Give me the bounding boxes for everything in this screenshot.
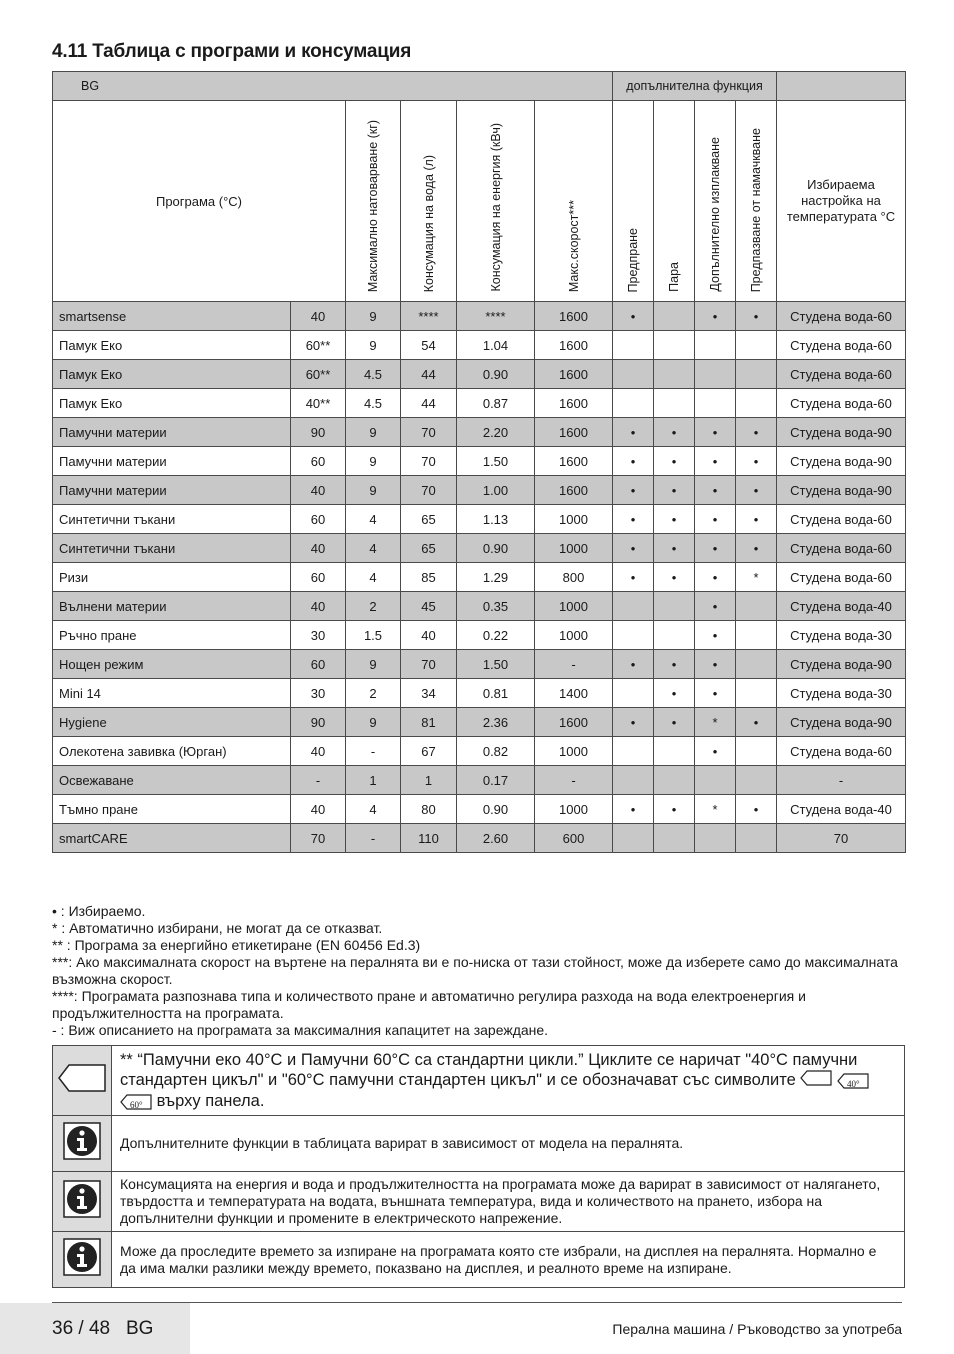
table-row <box>53 447 906 476</box>
steam-cell: • <box>654 563 695 592</box>
range-cell: Студена вода-60 <box>777 737 906 766</box>
energy-cell: 0.90 <box>457 360 535 389</box>
energy-cell: 2.20 <box>457 418 535 447</box>
water-cell: 110 <box>401 824 457 853</box>
rinse-cell <box>695 389 736 418</box>
presoak-cell <box>736 679 777 708</box>
temp-range-header: Избираема настройка на температурата °C <box>777 101 906 302</box>
steam-cell <box>654 592 695 621</box>
temp-cell: 60** <box>291 360 346 389</box>
range-cell: - <box>777 766 906 795</box>
steam-cell: • <box>654 476 695 505</box>
program-name-cell: Mini 14 <box>53 679 291 708</box>
range-cell: Студена вода-90 <box>777 708 906 737</box>
program-name-cell: Памук Еко <box>53 360 291 389</box>
speed-cell: 1000 <box>535 795 613 824</box>
program-name-cell: Нощен режим <box>53 650 291 679</box>
table-row <box>53 766 906 795</box>
load-cell: 2 <box>346 592 401 621</box>
table-header-row-1 <box>53 72 906 101</box>
eco-60-symbol-icon <box>120 1094 152 1110</box>
range-cell: Студена вода-60 <box>777 563 906 592</box>
presoak-cell: • <box>736 708 777 737</box>
prewash-cell <box>613 766 654 795</box>
temp-cell: 30 <box>291 679 346 708</box>
energy-cell: 0.82 <box>457 737 535 766</box>
footnote-6: - : Виж описанието на програмата за максималния капацитет на зареждане. <box>52 1022 549 1038</box>
range-cell: Студена вода-60 <box>777 302 906 331</box>
steam-cell: • <box>654 534 695 563</box>
water-cell: 70 <box>401 418 457 447</box>
presoak-cell: * <box>736 563 777 592</box>
temp-cell: 40 <box>291 737 346 766</box>
program-name-cell: Памучни материи <box>53 447 291 476</box>
program-name-cell: Памучни материи <box>53 476 291 505</box>
prewash-cell: • <box>613 650 654 679</box>
speed-cell: 1000 <box>535 621 613 650</box>
range-cell: Студена вода-60 <box>777 389 906 418</box>
steam-cell: • <box>654 708 695 737</box>
steam-cell <box>654 302 695 331</box>
prewash-cell <box>613 389 654 418</box>
prewash-cell <box>613 360 654 389</box>
water-cell: **** <box>401 302 457 331</box>
rinse-cell: • <box>695 592 736 621</box>
prewash-cell: • <box>613 795 654 824</box>
table-row <box>53 795 906 824</box>
temp-cell: 70 <box>291 824 346 853</box>
temp-cell: 40 <box>291 534 346 563</box>
speed-cell: 1600 <box>535 476 613 505</box>
steam-cell <box>654 331 695 360</box>
presoak-cell <box>736 737 777 766</box>
speed-cell: - <box>535 766 613 795</box>
table-row <box>53 331 906 360</box>
table-row <box>53 505 906 534</box>
table-row <box>53 708 906 737</box>
load-cell: 9 <box>346 650 401 679</box>
rinse-cell: • <box>695 563 736 592</box>
temp-cell: 60 <box>291 563 346 592</box>
prewash-cell: • <box>613 563 654 592</box>
table-row <box>53 592 906 621</box>
footnote-3: ** : Програма за енергийно етикетиране (EN 60456 Ed.3) <box>52 937 421 953</box>
prewash-cell: • <box>613 476 654 505</box>
load-cell: 1 <box>346 766 401 795</box>
water-cell: 54 <box>401 331 457 360</box>
temp-cell: 60** <box>291 331 346 360</box>
temp-cell: 40 <box>291 592 346 621</box>
program-name-cell: Вълнени материи <box>53 592 291 621</box>
note-info-1 <box>53 1116 905 1172</box>
temp-cell: 40** <box>291 389 346 418</box>
energy-cell: 1.13 <box>457 505 535 534</box>
range-cell: Студена вода-90 <box>777 650 906 679</box>
prewash-cell <box>613 737 654 766</box>
table-row <box>53 679 906 708</box>
speed-cell: 1000 <box>535 737 613 766</box>
prewash-cell: • <box>613 418 654 447</box>
rinse-cell <box>695 824 736 853</box>
energy-cell: 0.22 <box>457 621 535 650</box>
speed-cell: - <box>535 650 613 679</box>
footnotes <box>52 903 912 1039</box>
table-row <box>53 534 906 563</box>
eco-cycle-icon <box>53 1046 112 1116</box>
program-name-cell: smartCARE <box>53 824 291 853</box>
prewash-cell <box>613 824 654 853</box>
rinse-cell: • <box>695 418 736 447</box>
load-cell: 9 <box>346 418 401 447</box>
load-cell: - <box>346 824 401 853</box>
steam-cell: • <box>654 679 695 708</box>
range-cell: Студена вода-30 <box>777 679 906 708</box>
program-name-cell: Памук Еко <box>53 389 291 418</box>
extra-rinse-header: Допълнително изплакване <box>695 101 736 302</box>
load-cell: 4 <box>346 795 401 824</box>
info-icon <box>53 1116 112 1172</box>
prewash-header: Предпране <box>613 101 654 302</box>
presoak-cell: • <box>736 505 777 534</box>
presoak-cell: • <box>736 476 777 505</box>
note-info-2 <box>53 1172 905 1232</box>
table-row <box>53 563 906 592</box>
presoak-cell: • <box>736 534 777 563</box>
steam-cell: • <box>654 505 695 534</box>
range-cell: Студена вода-40 <box>777 795 906 824</box>
steam-cell <box>654 824 695 853</box>
water-cell: 40 <box>401 621 457 650</box>
energy-cell: 0.81 <box>457 679 535 708</box>
prewash-cell <box>613 331 654 360</box>
speed-cell: 1000 <box>535 534 613 563</box>
energy-cell: 1.00 <box>457 476 535 505</box>
temp-cell: 90 <box>291 418 346 447</box>
load-cell: - <box>346 737 401 766</box>
table-row <box>53 621 906 650</box>
speed-cell: 1600 <box>535 360 613 389</box>
load-cell: 9 <box>346 302 401 331</box>
energy-cell: 1.50 <box>457 447 535 476</box>
water-cell: 1 <box>401 766 457 795</box>
presoak-cell <box>736 389 777 418</box>
rinse-cell: * <box>695 708 736 737</box>
temp-cell: 90 <box>291 708 346 737</box>
rinse-cell: • <box>695 534 736 563</box>
speed-cell: 1400 <box>535 679 613 708</box>
energy-cell: 0.35 <box>457 592 535 621</box>
speed-cell: 600 <box>535 824 613 853</box>
prewash-cell: • <box>613 447 654 476</box>
footnote-4: ***: Ако максималната скорост на въртене на пералнята ви е по-ниска от тази стойност, може да изберете само до максималната възможна скорост. <box>52 954 898 987</box>
notes-table <box>52 1045 905 1288</box>
footer-document-title: Перална машина / Ръководство за употреба <box>612 1321 902 1337</box>
water-cell: 65 <box>401 505 457 534</box>
water-header: Консумация на вода (л) <box>401 101 457 302</box>
temp-cell: - <box>291 766 346 795</box>
table-body <box>53 302 906 853</box>
program-name-cell: Тъмно пране <box>53 795 291 824</box>
rinse-cell: • <box>695 650 736 679</box>
energy-cell: 0.17 <box>457 766 535 795</box>
rinse-cell: • <box>695 679 736 708</box>
program-name-cell: Ризи <box>53 563 291 592</box>
prewash-cell: • <box>613 505 654 534</box>
speed-cell: 1600 <box>535 418 613 447</box>
table-row <box>53 650 906 679</box>
steam-cell <box>654 737 695 766</box>
steam-cell: • <box>654 795 695 824</box>
speed-cell: 1600 <box>535 708 613 737</box>
prewash-cell: • <box>613 708 654 737</box>
speed-cell: 800 <box>535 563 613 592</box>
eco-60-label: 60° <box>130 1099 143 1110</box>
temp-cell: 40 <box>291 302 346 331</box>
load-cell: 4.5 <box>346 360 401 389</box>
range-cell: Студена вода-40 <box>777 592 906 621</box>
prewash-cell <box>613 592 654 621</box>
rinse-cell: • <box>695 302 736 331</box>
range-cell: Студена вода-60 <box>777 360 906 389</box>
program-name-cell: Памучни материи <box>53 418 291 447</box>
rinse-cell: • <box>695 737 736 766</box>
rinse-cell <box>695 331 736 360</box>
water-cell: 67 <box>401 737 457 766</box>
presoak-cell: • <box>736 302 777 331</box>
speed-cell: 1000 <box>535 505 613 534</box>
range-cell: Студена вода-90 <box>777 418 906 447</box>
note-eco <box>53 1046 905 1116</box>
rinse-cell <box>695 360 736 389</box>
water-cell: 45 <box>401 592 457 621</box>
load-cell: 9 <box>346 447 401 476</box>
program-name-cell: Ръчно пране <box>53 621 291 650</box>
presoak-cell <box>736 592 777 621</box>
temp-cell: 30 <box>291 621 346 650</box>
speed-header: Макс.скорост*** <box>535 101 613 302</box>
energy-cell: **** <box>457 302 535 331</box>
speed-cell: 1600 <box>535 331 613 360</box>
speed-cell: 1600 <box>535 389 613 418</box>
eco-symbol-icon <box>800 1070 832 1091</box>
energy-header: Консумация на енергия (кВч) <box>457 101 535 302</box>
info-icon <box>53 1172 112 1232</box>
steam-cell <box>654 621 695 650</box>
prewash-cell <box>613 679 654 708</box>
load-cell: 4 <box>346 505 401 534</box>
load-cell: 4 <box>346 534 401 563</box>
table-row <box>53 360 906 389</box>
rinse-cell: • <box>695 621 736 650</box>
steam-cell <box>654 360 695 389</box>
energy-cell: 0.90 <box>457 795 535 824</box>
note-info-3 <box>53 1232 905 1288</box>
info-note-3-text: Може да проследите времето за изпиране на програмата която сте избрали, на дисплея на пералнята. Нормално е да има малки разлики между времето, показвано на дисплея, и реалното време на изпиране. <box>112 1232 905 1288</box>
range-cell: 70 <box>777 824 906 853</box>
speed-cell: 1600 <box>535 447 613 476</box>
footnote-5: ****: Програмата разпознава типа и количеството пране и автоматично регулира разхода на вода електроенергия и продължителността на програмата. <box>52 988 806 1021</box>
section-title: 4.11 Таблица с програми и консумация <box>52 41 412 62</box>
range-cell: Студена вода-60 <box>777 331 906 360</box>
presoak-cell <box>736 650 777 679</box>
speed-cell: 1600 <box>535 302 613 331</box>
max-load-header: Максимално натоварване (кг) <box>346 101 401 302</box>
presoak-cell: • <box>736 447 777 476</box>
rinse-cell: • <box>695 447 736 476</box>
steam-cell: • <box>654 650 695 679</box>
footnote-2: * : Автоматично избирани, не могат да се отказват. <box>52 920 383 936</box>
water-cell: 34 <box>401 679 457 708</box>
rinse-cell <box>695 766 736 795</box>
presoak-cell <box>736 824 777 853</box>
energy-cell: 0.87 <box>457 389 535 418</box>
table-row <box>53 418 906 447</box>
water-cell: 70 <box>401 447 457 476</box>
eco-40-label: 40° <box>847 1078 860 1089</box>
range-cell: Студена вода-90 <box>777 447 906 476</box>
program-name-cell: Синтетични тъкани <box>53 505 291 534</box>
rinse-cell: • <box>695 476 736 505</box>
program-name-cell: Олекотена завивка (Юрган) <box>53 737 291 766</box>
range-cell: Студена вода-30 <box>777 621 906 650</box>
table-row <box>53 389 906 418</box>
program-name-cell: smartsense <box>53 302 291 331</box>
presoak-cell <box>736 331 777 360</box>
program-table <box>52 71 906 853</box>
presoak-header: Предпазване от намачкване <box>736 101 777 302</box>
table-row <box>53 737 906 766</box>
eco-note-text: ** “Памучни еко 40°C и Памучни 60°C са стандартни цикли.” Циклите се наричат "40°C памучни стандартен цикъл" и "60°C памучни стандартен цикъл" и се обозначават със символите 40° 60° върху панела. <box>112 1046 905 1116</box>
load-cell: 9 <box>346 708 401 737</box>
table-row <box>53 824 906 853</box>
rinse-cell: • <box>695 505 736 534</box>
steam-cell <box>654 389 695 418</box>
energy-cell: 1.50 <box>457 650 535 679</box>
speed-cell: 1000 <box>535 592 613 621</box>
rinse-cell: * <box>695 795 736 824</box>
water-cell: 70 <box>401 476 457 505</box>
page-number: 36 / 48 BG <box>52 1318 154 1339</box>
range-cell: Студена вода-60 <box>777 534 906 563</box>
presoak-cell: • <box>736 418 777 447</box>
prewash-cell: • <box>613 534 654 563</box>
load-cell: 2 <box>346 679 401 708</box>
table-row <box>53 302 906 331</box>
water-cell: 44 <box>401 360 457 389</box>
presoak-cell <box>736 766 777 795</box>
temp-cell: 40 <box>291 476 346 505</box>
load-cell: 4.5 <box>346 389 401 418</box>
water-cell: 80 <box>401 795 457 824</box>
info-icon <box>53 1232 112 1288</box>
load-cell: 4 <box>346 563 401 592</box>
info-note-2-text: Консумацията на енергия и вода и продължителността на програмата може да варират в зависимост от налягането, твърдостта и температурата на водата, външната температура, вида и количеството на прането, избора на допълнителни функции и промените в електрическото напрежение. <box>112 1172 905 1232</box>
table-header-row-2 <box>53 101 906 302</box>
presoak-cell <box>736 621 777 650</box>
table-row <box>53 476 906 505</box>
temp-cell: 60 <box>291 505 346 534</box>
energy-cell: 0.90 <box>457 534 535 563</box>
region-label: BG <box>53 72 613 101</box>
temp-cell: 60 <box>291 650 346 679</box>
water-cell: 70 <box>401 650 457 679</box>
temp-cell: 60 <box>291 447 346 476</box>
info-note-1-text: Допълнителните функции в таблицата варират в зависимост от модела на пералнята. <box>112 1116 905 1172</box>
range-cell: Студена вода-90 <box>777 476 906 505</box>
energy-cell: 2.60 <box>457 824 535 853</box>
energy-cell: 2.36 <box>457 708 535 737</box>
water-cell: 85 <box>401 563 457 592</box>
steam-cell <box>654 766 695 795</box>
load-cell: 9 <box>346 331 401 360</box>
program-name-cell: Hygiene <box>53 708 291 737</box>
load-cell: 9 <box>346 476 401 505</box>
water-cell: 65 <box>401 534 457 563</box>
program-name-cell: Освежаване <box>53 766 291 795</box>
steam-cell: • <box>654 418 695 447</box>
temp-cell: 40 <box>291 795 346 824</box>
steam-header: Пара <box>654 101 695 302</box>
extra-functions-header: допълнителна функция <box>613 72 777 101</box>
header-empty <box>777 72 906 101</box>
presoak-cell <box>736 360 777 389</box>
footnote-1: • : Избираемо. <box>52 903 146 919</box>
energy-cell: 1.29 <box>457 563 535 592</box>
program-name-cell: Памук Еко <box>53 331 291 360</box>
prewash-cell <box>613 621 654 650</box>
program-header: Програма (°C) <box>53 101 346 302</box>
water-cell: 44 <box>401 389 457 418</box>
energy-cell: 1.04 <box>457 331 535 360</box>
prewash-cell: • <box>613 302 654 331</box>
load-cell: 1.5 <box>346 621 401 650</box>
range-cell: Студена вода-60 <box>777 505 906 534</box>
presoak-cell: • <box>736 795 777 824</box>
steam-cell: • <box>654 447 695 476</box>
water-cell: 81 <box>401 708 457 737</box>
program-name-cell: Синтетични тъкани <box>53 534 291 563</box>
eco-40-symbol-icon <box>837 1073 869 1089</box>
